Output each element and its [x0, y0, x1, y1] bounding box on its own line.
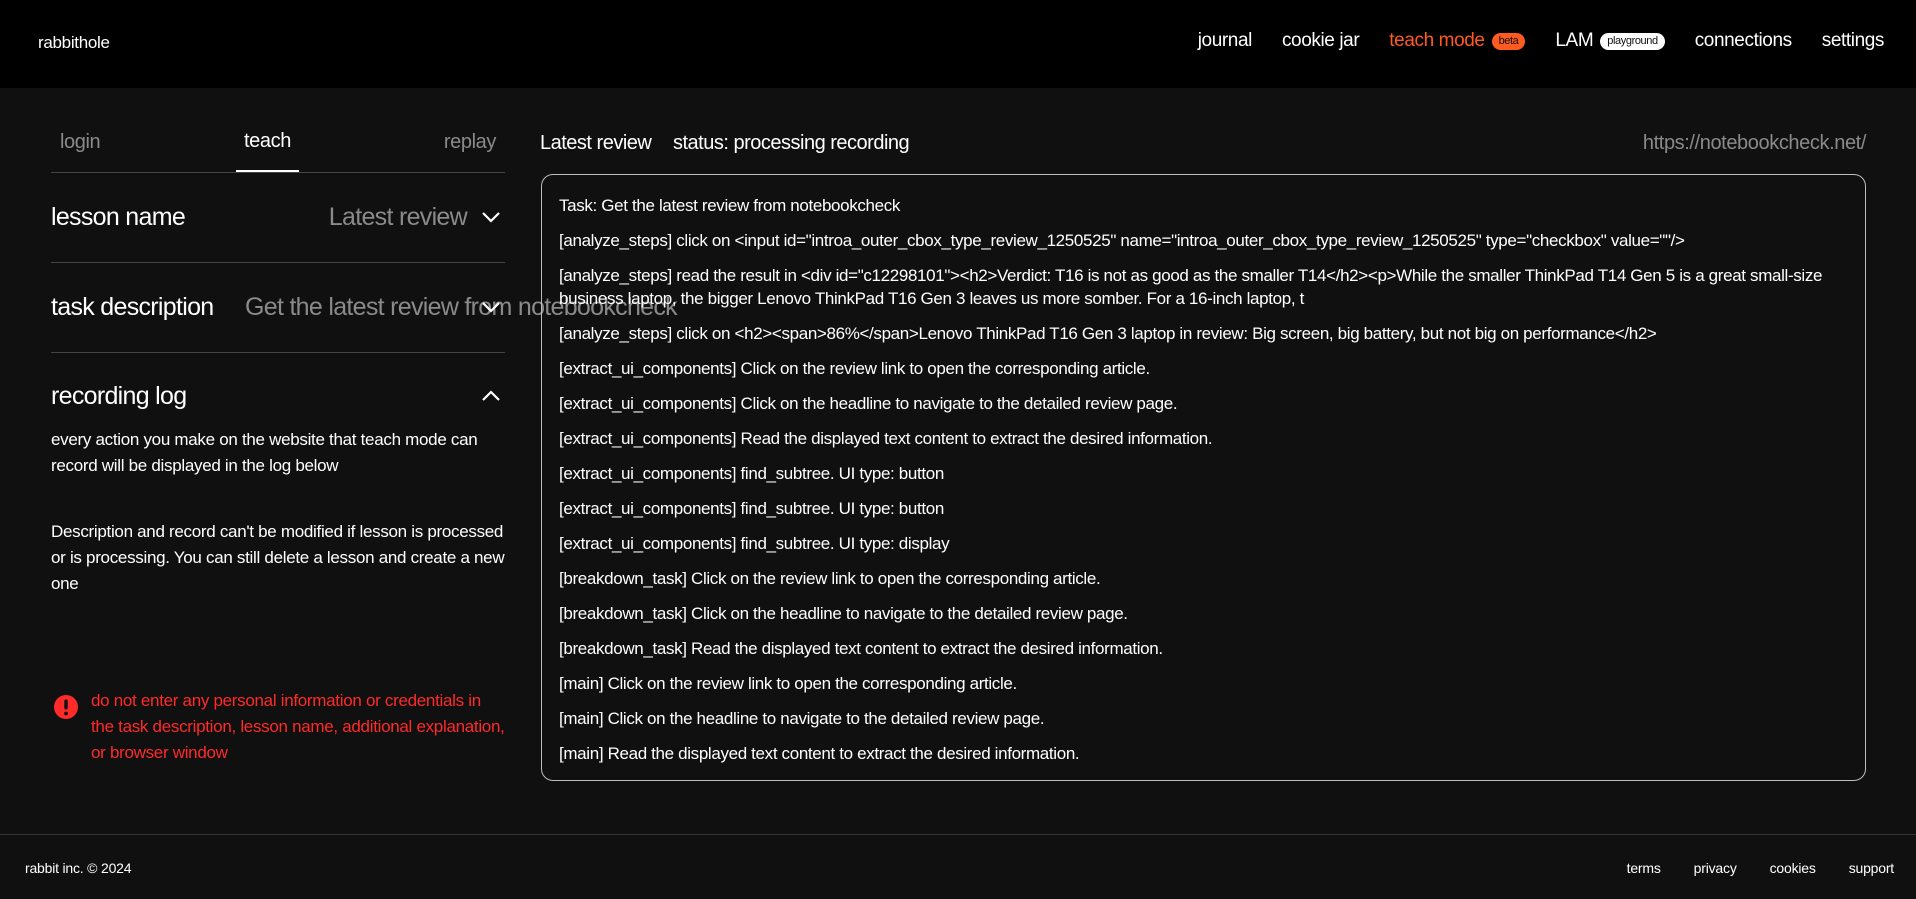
nav-teach-mode-label: teach mode: [1389, 30, 1485, 51]
privacy-warning-text: do not enter any personal information or credentials in the task description, lesson name, additional explanation, or browser window: [91, 691, 505, 762]
review-header: [540, 132, 1866, 162]
nav-teach-mode[interactable]: [1389, 30, 1525, 52]
lesson-name-value: Latest review: [328, 203, 467, 231]
nav-lam[interactable]: [1555, 30, 1664, 52]
footer-link-support[interactable]: support: [1848, 860, 1894, 876]
recording-log-description: every action you make on the website that teach mode can record will be displayed in the log below: [51, 430, 478, 475]
log-line: [breakdown_task] Read the displayed text content to extract the desired information.: [559, 639, 1163, 658]
log-line: [extract_ui_components] find_subtree. UI type: button: [559, 464, 944, 483]
nav-journal-label: journal: [1197, 30, 1252, 51]
review-url[interactable]: https://notebookcheck.net/: [1642, 132, 1866, 154]
nav-connections[interactable]: [1695, 30, 1792, 52]
log-line: [extract_ui_components] Click on the headline to navigate to the detailed review page.: [559, 394, 1178, 413]
log-line: [extract_ui_components] find_subtree. UI type: display: [559, 534, 950, 553]
recording-log-header[interactable]: [51, 353, 505, 409]
footer-link-privacy[interactable]: privacy: [1693, 860, 1737, 876]
log-line: [main] Click on the headline to navigate to the detailed review page.: [559, 709, 1045, 728]
log-line: [analyze_steps] click on <input id="introa_outer_cbox_type_review_1250525" name="introa_outer_cbox_type_review_1250525" type="checkbox" value=""/>: [559, 231, 1685, 250]
beta-badge: beta: [1492, 33, 1526, 50]
log-line: [breakdown_task] Click on the review link to open the corresponding article.: [559, 569, 1101, 588]
task-description-label: task description: [51, 293, 214, 321]
log-line: [extract_ui_components] find_subtree. UI type: button: [559, 499, 944, 518]
nav-cookie-jar[interactable]: [1282, 30, 1359, 52]
log-line: [extract_ui_components] Read the displayed text content to extract the desired information.: [559, 429, 1213, 448]
lesson-name-row[interactable]: [51, 173, 505, 263]
main-nav: [1168, 30, 1884, 52]
privacy-warning: [51, 688, 505, 766]
footer-link-terms[interactable]: terms: [1626, 860, 1661, 876]
footer-links: [1594, 860, 1894, 876]
alert-icon: [53, 694, 79, 720]
review-title: Latest review: [540, 132, 652, 154]
nav-cookie-jar-label: cookie jar: [1281, 30, 1360, 51]
nav-settings[interactable]: [1822, 30, 1884, 52]
nav-connections-label: connections: [1694, 30, 1792, 51]
nav-settings-label: settings: [1821, 30, 1884, 51]
footer-link-cookies[interactable]: cookies: [1769, 860, 1816, 876]
lesson-panel: [51, 122, 677, 597]
log-line: Task: Get the latest review from notebookcheck: [559, 196, 901, 215]
lesson-tabs: [51, 122, 505, 173]
task-description-row[interactable]: [51, 263, 677, 353]
tab-login[interactable]: login: [60, 131, 101, 153]
tab-teach[interactable]: teach: [236, 130, 299, 172]
log-line: [breakdown_task] Click on the headline to navigate to the detailed review page.: [559, 604, 1128, 623]
chevron-up-icon[interactable]: [481, 389, 501, 403]
footer: [0, 834, 1916, 899]
log-line: [extract_ui_components] Click on the review link to open the corresponding article.: [559, 359, 1150, 378]
log-line: [analyze_steps] click on <h2><span>86%</span>Lenovo ThinkPad T16 Gen 3 laptop in review: Big screen, big battery, but not big on performance</h2>: [559, 324, 1657, 343]
log-line: [main] Read the displayed text content to extract the desired information.: [559, 744, 1080, 763]
top-bar: [0, 0, 1916, 88]
chevron-down-icon[interactable]: [481, 300, 501, 314]
logo[interactable]: rabbithole: [38, 33, 110, 52]
nav-lam-label: LAM: [1555, 30, 1594, 51]
modification-note: Description and record can't be modified if lesson is processed or is processing. You can still delete a lesson and create a new one: [51, 522, 505, 593]
recording-log-box[interactable]: [541, 174, 1866, 781]
playground-badge: playground: [1600, 33, 1664, 50]
log-line: [main] Click on the review link to open the corresponding article.: [559, 674, 1017, 693]
chevron-down-icon[interactable]: [481, 210, 501, 224]
log-line: [analyze_steps] read the result in <div id="c12298101"><h2>Verdict: T16 is not as good as the smaller T14</h2><p>While the smaller ThinkPad T14 Gen 5 is a great small-size business laptop, the bigger Lenovo ThinkPad T16 Gen 3 leaves us more somber. For a 16-inch laptop, t: [559, 266, 1823, 308]
nav-journal[interactable]: [1198, 30, 1252, 52]
tab-replay[interactable]: replay: [443, 131, 496, 153]
copyright: rabbit inc. © 2024: [25, 860, 132, 876]
lesson-name-label: lesson name: [51, 203, 186, 231]
task-description-value: Get the latest review from notebookcheck: [245, 293, 677, 321]
status-badge: status: processing recording: [673, 132, 910, 154]
recording-log-label: recording log: [51, 382, 187, 410]
